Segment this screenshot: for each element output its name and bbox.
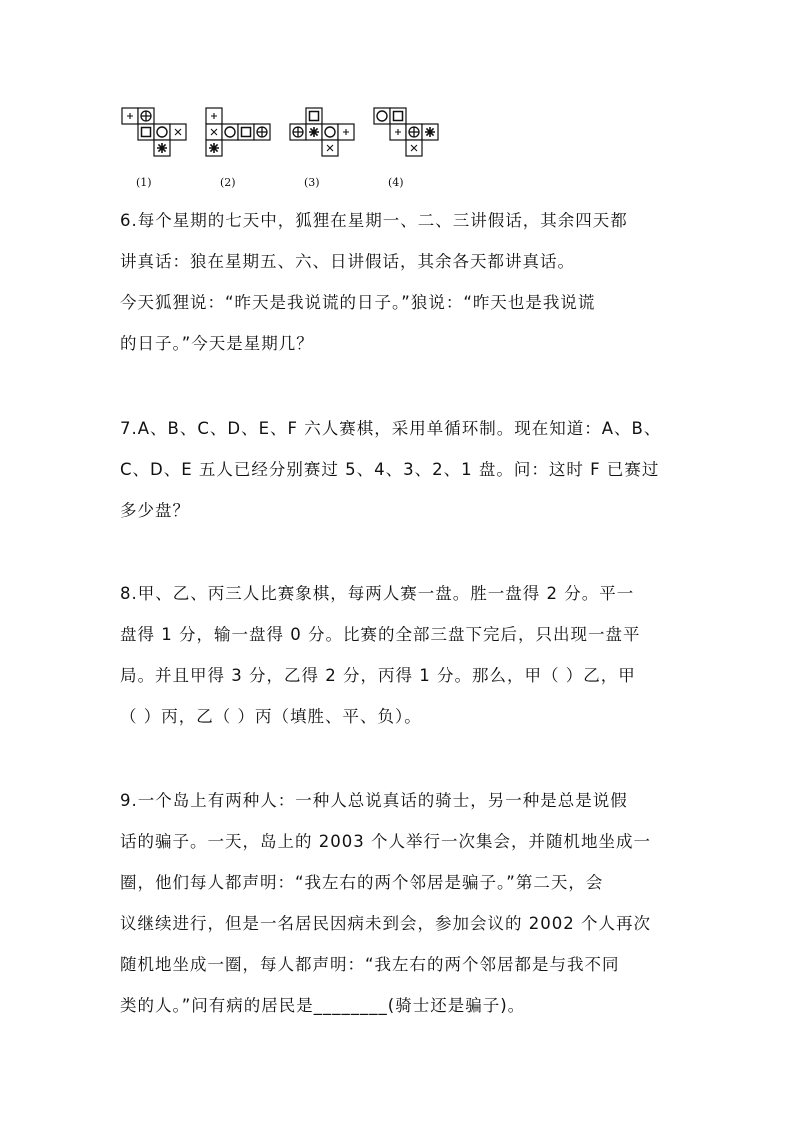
net-face [390, 108, 406, 124]
circled-plus-symbol [141, 111, 151, 121]
net-caption: (3) [304, 176, 320, 189]
question-9-line: 话的骗子。一天，岛上的 2003 个人举行一次集会，并随机地坐成一 [120, 832, 651, 851]
circled-plus-symbol [409, 127, 419, 137]
question-9-line: 随机地坐成一圈，每人都声明：“我左右的两个邻居都是与我不同 [120, 955, 620, 974]
cube-net [290, 108, 354, 156]
question-8-line: 盘得 1 分，输一盘得 0 分。比赛的全部三盘下完后，只出现一盘平 [120, 625, 641, 644]
asterisk-symbol [157, 143, 167, 153]
question-7-line: 多少盘？ [120, 501, 190, 520]
cube-net [122, 108, 186, 156]
question-6 [120, 200, 680, 364]
question-9-line: 类的人。”问有病的居民是________(骑士还是骗子)。 [120, 996, 526, 1015]
question-8-line: 局。并且甲得 3 分，乙得 2 分，丙得 1 分。那么，甲（ ）乙，甲 [120, 666, 636, 685]
cube-net [374, 108, 438, 156]
question-9-line: 圈，他们每人都声明：“我左右的两个邻居是骗子。”第二天，会 [120, 873, 604, 892]
question-9-line: 议继续进行，但是一名居民因病未到会，参加会议的 2002 个人再次 [120, 914, 651, 933]
question-6-line: 6.每个星期的七天中，狐狸在星期一、二、三讲假话，其余四天都 [120, 211, 628, 230]
circled-plus-symbol [293, 127, 303, 137]
asterisk-symbol [425, 127, 435, 137]
net-caption: (4) [388, 176, 404, 189]
net-face [238, 124, 254, 140]
question-8-line: 8.甲、乙、丙三人比赛象棋，每两人赛一盘。胜一盘得 2 分。平一 [120, 584, 635, 603]
net-caption: (1) [136, 176, 152, 189]
cube-nets-figure [120, 104, 440, 194]
circled-plus-symbol [257, 127, 267, 137]
net-face [306, 108, 322, 124]
net-caption: (2) [220, 176, 236, 189]
question-8 [120, 573, 680, 737]
question-7-line: 7.A、B、C、D、E、F 六人赛棋，采用单循环制。现在知道：A、B、 [120, 419, 662, 438]
net-face [138, 124, 154, 140]
question-6-line: 讲真话：狼在星期五、六、日讲假话，其余各天都讲真话。 [120, 252, 575, 271]
question-9-line: 9.一个岛上有两种人：一种人总说真话的骑士，另一种是总是说假 [120, 791, 628, 810]
question-8-line: （ ）丙，乙（ ）丙（填胜、平、负）。 [120, 707, 422, 726]
question-7 [120, 408, 680, 531]
cube-net [206, 108, 270, 156]
question-6-line: 的日子。”今天是星期几？ [120, 334, 314, 353]
question-7-line: C、D、E 五人已经分别赛过 5、4、3、2、1 盘。问：这时 F 已赛过 [120, 460, 660, 479]
question-6-line: 今天狐狸说：“昨天是我说谎的日子。”狼说：“昨天也是我说谎 [120, 293, 596, 312]
asterisk-symbol [309, 127, 319, 137]
question-9 [120, 780, 680, 1026]
asterisk-symbol [209, 143, 219, 153]
cube-nets-diagram [120, 104, 440, 194]
